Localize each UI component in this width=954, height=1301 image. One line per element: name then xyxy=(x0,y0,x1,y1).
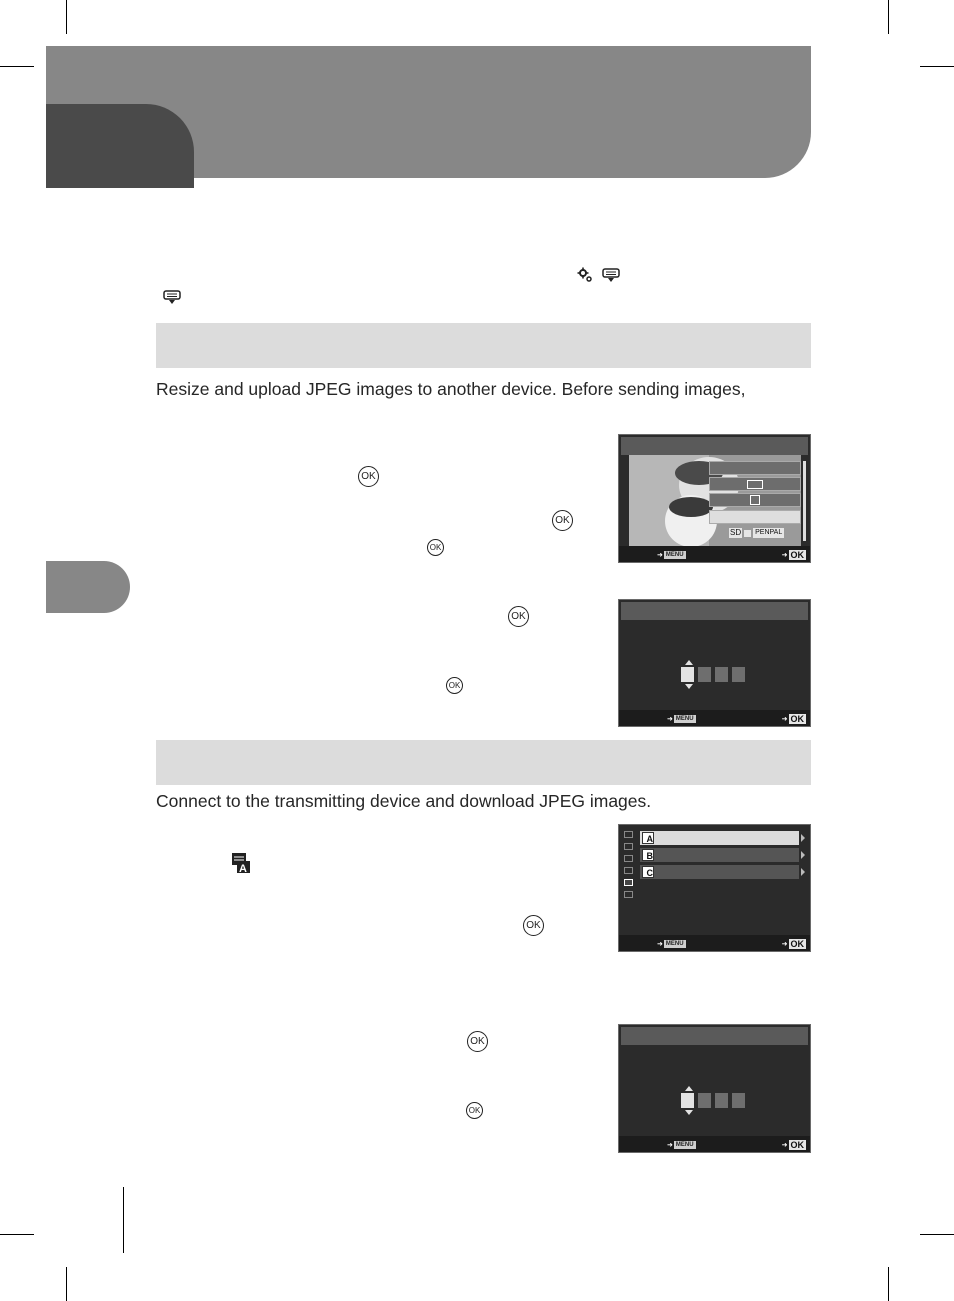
camera-screen-pin-entry xyxy=(618,1024,811,1153)
sd-card-label: SD xyxy=(730,528,742,537)
ok-button-icon: OK xyxy=(358,466,379,487)
arrow-icon: ➜ xyxy=(781,941,788,948)
pin-up-arrow xyxy=(685,660,693,665)
gear-icon xyxy=(577,267,593,283)
camera2-tab-icon[interactable] xyxy=(624,843,633,850)
svg-text:A: A xyxy=(239,863,247,873)
screen-footer xyxy=(619,546,810,562)
penpal-icon xyxy=(163,290,181,305)
album-row[interactable] xyxy=(640,865,799,879)
screen-footer xyxy=(619,935,810,951)
album-b-icon: B xyxy=(642,849,654,861)
chevron-right-icon xyxy=(801,851,805,859)
pin-digit[interactable] xyxy=(732,667,745,682)
screen-footer xyxy=(619,1136,810,1152)
penpal-label: PENPAL xyxy=(755,529,783,536)
ok-hint xyxy=(782,714,806,724)
album-c-icon: C xyxy=(642,866,654,878)
custom-tab-icon[interactable] xyxy=(624,867,633,874)
ok-button-icon: OK xyxy=(466,1102,483,1119)
pin-digit[interactable] xyxy=(698,667,711,682)
chapter-number-tab xyxy=(46,104,194,188)
crop-mark xyxy=(888,1267,889,1301)
pin-digit-boxes[interactable] xyxy=(681,667,745,682)
arrow-icon: ➜ xyxy=(657,941,663,948)
pin-digit[interactable] xyxy=(715,667,728,682)
ok-label: OK xyxy=(790,550,804,560)
menu-side-tabs xyxy=(620,826,637,934)
pin-down-arrow xyxy=(685,1110,693,1115)
playback-icon xyxy=(747,480,763,489)
crop-mark xyxy=(0,66,34,67)
ok-hint xyxy=(782,939,806,949)
pin-digit[interactable] xyxy=(732,1093,745,1108)
ok-hint xyxy=(782,1140,806,1150)
ok-button-icon: OK xyxy=(508,606,529,627)
menu-label: MENU xyxy=(675,716,694,722)
playback-tab-icon[interactable] xyxy=(624,855,633,862)
menu-item-print[interactable] xyxy=(709,493,801,507)
transfer-icon xyxy=(744,530,751,537)
menu-back-hint xyxy=(667,715,696,723)
ok-hint xyxy=(782,550,806,560)
ok-button-icon: OK xyxy=(552,510,573,531)
ok-button-icon: OK xyxy=(427,539,444,556)
arrow-icon: ➜ xyxy=(667,1142,673,1149)
crop-mark xyxy=(66,0,67,34)
scrollbar[interactable] xyxy=(803,461,806,541)
pin-digit[interactable] xyxy=(681,1093,694,1108)
section-heading-bar xyxy=(156,323,811,368)
arrow-icon: ➜ xyxy=(781,716,788,723)
menu-label: MENU xyxy=(665,941,684,947)
ok-button-icon: OK xyxy=(523,915,544,936)
crop-mark xyxy=(920,1234,954,1235)
album-row[interactable] xyxy=(640,831,799,845)
section-description: Connect to the transmitting device and download JPEG images. xyxy=(156,791,652,811)
pin-digit-boxes[interactable] xyxy=(681,1093,745,1108)
arrow-icon: ➜ xyxy=(667,716,673,723)
arrow-icon: ➜ xyxy=(781,1142,788,1149)
crop-mark xyxy=(66,1267,67,1301)
ok-button-icon: OK xyxy=(446,677,463,694)
print-icon xyxy=(750,495,760,505)
menu-item-playback[interactable] xyxy=(709,477,801,491)
arrow-icon: ➜ xyxy=(781,552,788,559)
side-thumb-tab xyxy=(46,561,130,613)
card-target-badge xyxy=(729,528,784,538)
screen-footer xyxy=(619,710,810,726)
pin-digit[interactable] xyxy=(698,1093,711,1108)
ok-button-icon: OK xyxy=(467,1031,488,1052)
album-a-icon xyxy=(232,853,250,873)
menu-back-hint xyxy=(657,551,686,559)
menu-label: MENU xyxy=(675,1142,694,1148)
setup-tab-icon[interactable] xyxy=(624,891,633,898)
screen-title-bar xyxy=(621,602,808,620)
section-heading-bar xyxy=(156,740,811,785)
ok-label: OK xyxy=(790,939,804,949)
menu-item-blank[interactable] xyxy=(709,461,801,475)
crop-mark xyxy=(920,66,954,67)
section-description: Resize and upload JPEG images to another device. Before sending images, xyxy=(156,379,746,399)
penpal-tab-icon[interactable] xyxy=(624,879,633,886)
pin-digit[interactable] xyxy=(681,667,694,682)
page-edge-line xyxy=(123,1187,124,1253)
camera-screen-pin-entry xyxy=(618,599,811,727)
pin-digit[interactable] xyxy=(715,1093,728,1108)
album-a-icon: A xyxy=(642,832,654,844)
menu-back-hint xyxy=(667,1141,696,1149)
menu-label: MENU xyxy=(665,552,684,558)
album-row[interactable] xyxy=(640,848,799,862)
penpal-icon xyxy=(602,268,620,283)
menu-back-hint xyxy=(657,940,686,948)
pin-down-arrow xyxy=(685,684,693,689)
crop-mark xyxy=(888,0,889,34)
screen-title-bar xyxy=(621,1027,808,1045)
ok-label: OK xyxy=(790,1140,804,1150)
chevron-right-icon xyxy=(801,834,805,842)
pin-up-arrow xyxy=(685,1086,693,1091)
ok-label: OK xyxy=(790,714,804,724)
screen-title-bar xyxy=(621,437,808,455)
crop-mark xyxy=(0,1234,34,1235)
camera1-tab-icon[interactable] xyxy=(624,831,633,838)
menu-item-selected[interactable] xyxy=(709,510,801,524)
arrow-icon: ➜ xyxy=(657,552,663,559)
chevron-right-icon xyxy=(801,868,805,876)
